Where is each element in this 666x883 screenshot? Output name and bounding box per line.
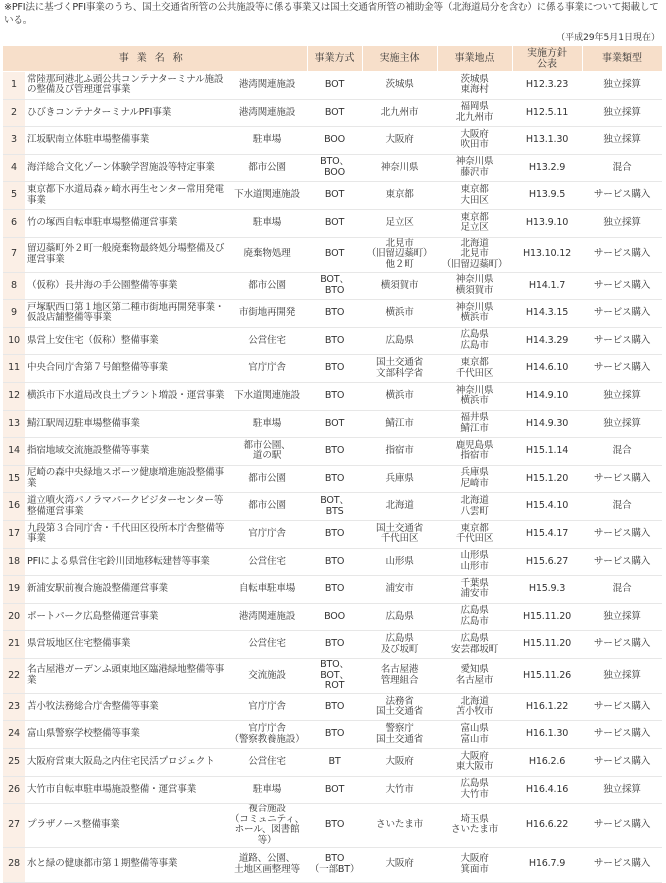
table-row [3, 72, 662, 100]
row-number: 15 [3, 465, 25, 493]
project-method: BOT [307, 237, 362, 272]
project-name: 水と緑の健康都市第１期整備等事業 [25, 847, 227, 882]
table-row [3, 493, 662, 521]
facility-category: 官庁庁舎 （警察教養施設） [227, 721, 307, 749]
project-type: サービス購入 [582, 693, 662, 721]
announcement-date: H13.10.12 [512, 237, 582, 272]
project-type: サービス購入 [582, 300, 662, 328]
table-row [3, 182, 662, 210]
table-row [3, 749, 662, 777]
facility-category: 都市公園 [227, 272, 307, 300]
implementing-entity: 浦安市 [362, 576, 437, 604]
facility-category: 駐車場 [227, 410, 307, 438]
project-name: 尼崎の森中央緑地スポーツ健康増進施設整備事業 [25, 465, 227, 493]
announcement-date: H16.4.16 [512, 776, 582, 804]
project-location: 富山県 富山市 [437, 721, 512, 749]
facility-category: 都市公園、 道の駅 [227, 438, 307, 466]
pfi-projects-table [3, 46, 663, 883]
table-row [3, 520, 662, 548]
facility-category: 道路、公園、 土地区画整理等 [227, 847, 307, 882]
project-method: BOO [307, 603, 362, 631]
project-type: サービス購入 [582, 355, 662, 383]
table-row [3, 300, 662, 328]
table-row [3, 355, 662, 383]
project-type: 混合 [582, 493, 662, 521]
table-row [3, 776, 662, 804]
announcement-date: H14.3.29 [512, 327, 582, 355]
table-row [3, 382, 662, 410]
project-type: 独立採算 [582, 127, 662, 155]
project-method: BT [307, 749, 362, 777]
project-location: 北海道 八雲町 [437, 493, 512, 521]
project-method: BOT [307, 776, 362, 804]
table-row [3, 237, 662, 272]
implementing-entity: 大阪府 [362, 749, 437, 777]
implementing-entity: 兵庫県 [362, 465, 437, 493]
implementing-entity: さいたま市 [362, 804, 437, 847]
row-number: 25 [3, 749, 25, 777]
facility-category: 都市公園 [227, 154, 307, 182]
project-method: BTO [307, 327, 362, 355]
facility-category: 駐車場 [227, 776, 307, 804]
implementing-entity: 指宿市 [362, 438, 437, 466]
table-row [3, 127, 662, 155]
project-method: BOT [307, 72, 362, 100]
project-name: 海洋総合文化ゾーン体験学習施設等特定事業 [25, 154, 227, 182]
facility-category: 自転車駐車場 [227, 576, 307, 604]
project-type: サービス購入 [582, 804, 662, 847]
table-row [3, 438, 662, 466]
project-type: サービス購入 [582, 272, 662, 300]
row-number: 8 [3, 272, 25, 300]
project-type: サービス購入 [582, 548, 662, 576]
facility-category: 公営住宅 [227, 749, 307, 777]
implementing-entity: 東京都 [362, 182, 437, 210]
implementing-entity: 北海道 [362, 493, 437, 521]
table-row [3, 847, 662, 882]
project-location: 北海道 北見市 （旧留辺蘂町） [437, 237, 512, 272]
project-location: 大阪府 吹田市 [437, 127, 512, 155]
project-type: サービス購入 [582, 237, 662, 272]
facility-category: 港湾関連施設 [227, 99, 307, 127]
table-row [3, 99, 662, 127]
project-location: 鹿児島県 指宿市 [437, 438, 512, 466]
implementing-entity: 茨城県 [362, 72, 437, 100]
project-method: BOT、 BTS [307, 493, 362, 521]
implementing-entity: 横須賀市 [362, 272, 437, 300]
project-location: 広島県 広島市 [437, 603, 512, 631]
table-row [3, 804, 662, 847]
row-number: 16 [3, 493, 25, 521]
row-number: 18 [3, 548, 25, 576]
facility-category: 港湾関連施設 [227, 72, 307, 100]
announcement-date: H15.9.3 [512, 576, 582, 604]
project-method: BTO [307, 548, 362, 576]
project-method: BOT [307, 182, 362, 210]
project-type: 独立採算 [582, 410, 662, 438]
project-type: 独立採算 [582, 658, 662, 693]
facility-category: 駐車場 [227, 127, 307, 155]
facility-category: 官庁庁舎 [227, 693, 307, 721]
project-location: 東京都 大田区 [437, 182, 512, 210]
row-number: 23 [3, 693, 25, 721]
project-name: 大竹市自転車駐車場施設整備・運営事業 [25, 776, 227, 804]
project-type: サービス購入 [582, 520, 662, 548]
announcement-date: H13.2.9 [512, 154, 582, 182]
announcement-date: H12.5.11 [512, 99, 582, 127]
project-type: 独立採算 [582, 72, 662, 100]
project-name: 中央合同庁舎第７号館整備等事業 [25, 355, 227, 383]
announcement-date: H15.4.10 [512, 493, 582, 521]
project-location: 神奈川県 横浜市 [437, 300, 512, 328]
project-location: 東京都 千代田区 [437, 520, 512, 548]
row-number: 24 [3, 721, 25, 749]
header-location: 事業地点 [437, 46, 512, 72]
project-type: サービス購入 [582, 721, 662, 749]
announcement-date: H14.1.7 [512, 272, 582, 300]
project-name: 県営上安住宅（仮称）整備事業 [25, 327, 227, 355]
project-name: 指宿地域交流施設整備等事業 [25, 438, 227, 466]
project-location: 千葉県 浦安市 [437, 576, 512, 604]
project-name: 留辺蘂町外２町一般廃棄物最終処分場整備及び運営事業 [25, 237, 227, 272]
project-name: PFIによる県営住宅鈴川団地移転建替等事業 [25, 548, 227, 576]
row-number: 2 [3, 99, 25, 127]
implementing-entity: 横浜市 [362, 382, 437, 410]
facility-category: 官庁庁舎 [227, 355, 307, 383]
implementing-entity: 北九州市 [362, 99, 437, 127]
announcement-date: H16.1.22 [512, 693, 582, 721]
table-row [3, 576, 662, 604]
project-method: BOT [307, 99, 362, 127]
project-location: 北海道 苫小牧市 [437, 693, 512, 721]
project-type: 独立採算 [582, 382, 662, 410]
facility-category: 下水道関連施設 [227, 382, 307, 410]
announcement-date: H13.9.10 [512, 209, 582, 237]
project-method: BTO [307, 520, 362, 548]
announcement-date: H15.11.20 [512, 631, 582, 659]
project-type: 独立採算 [582, 209, 662, 237]
project-method: BTO [307, 355, 362, 383]
implementing-entity: 法務省 国土交通省 [362, 693, 437, 721]
project-location: 愛知県 名古屋市 [437, 658, 512, 693]
table-row [3, 693, 662, 721]
facility-category: 都市公園 [227, 493, 307, 521]
announcement-date: H13.1.30 [512, 127, 582, 155]
row-number: 9 [3, 300, 25, 328]
row-number: 10 [3, 327, 25, 355]
project-method: BOO [307, 127, 362, 155]
header-method: 事業方式 [307, 46, 362, 72]
project-name: 戸塚駅西口第１地区第二種市街地再開発事業・仮設店舗整備等事業 [25, 300, 227, 328]
project-name: 富山県警察学校整備等事業 [25, 721, 227, 749]
project-type: 混合 [582, 438, 662, 466]
row-number: 19 [3, 576, 25, 604]
row-number: 14 [3, 438, 25, 466]
facility-category: 駐車場 [227, 209, 307, 237]
project-name: 竹の塚西自転車駐車場整備運営事業 [25, 209, 227, 237]
row-number: 6 [3, 209, 25, 237]
announcement-date: H16.2.6 [512, 749, 582, 777]
table-row [3, 465, 662, 493]
project-type: サービス購入 [582, 182, 662, 210]
project-name: ポートパーク広島整備運営事業 [25, 603, 227, 631]
project-type: 混合 [582, 154, 662, 182]
project-type: サービス購入 [582, 631, 662, 659]
implementing-entity: 広島県 [362, 327, 437, 355]
project-location: 東京都 足立区 [437, 209, 512, 237]
project-method: BTO [307, 804, 362, 847]
project-name: 横浜市下水道局改良土プラント増設・運営事業 [25, 382, 227, 410]
announcement-date: H16.7.9 [512, 847, 582, 882]
project-name: 常陸那珂港北ふ頭公共コンテナターミナル施設の整備及び管理運営事業 [25, 72, 227, 100]
project-method: BTO [307, 382, 362, 410]
announcement-date: H14.9.10 [512, 382, 582, 410]
project-location: 広島県 安芸郡坂町 [437, 631, 512, 659]
project-type: サービス購入 [582, 327, 662, 355]
table-row [3, 209, 662, 237]
table-row [3, 658, 662, 693]
project-location: 広島県 大竹市 [437, 776, 512, 804]
scope-note: ※PFI法に基づくPFI事業のうち、国土交通省所管の公共施設等に係る事業又は国土交通省所管の補助金等（北海道局分を含む）に係る事業について掲載している。 [4, 2, 659, 26]
table-body [3, 72, 662, 883]
project-location: 東京都 千代田区 [437, 355, 512, 383]
header-project-name: 事業名称 [3, 46, 307, 72]
project-method: BTO [307, 465, 362, 493]
header-type: 事業類型 [582, 46, 662, 72]
project-location: 山形県 山形市 [437, 548, 512, 576]
project-method: BTO [307, 438, 362, 466]
project-name: 道立噴火湾パノラマパークビジターセンター等整備運営事業 [25, 493, 227, 521]
table-row [3, 410, 662, 438]
facility-category: 都市公園 [227, 465, 307, 493]
implementing-entity: 足立区 [362, 209, 437, 237]
facility-category: 公営住宅 [227, 548, 307, 576]
facility-category: 複合施設 （コミュニティ、 ホール、図書館等） [227, 804, 307, 847]
project-type: サービス購入 [582, 749, 662, 777]
implementing-entity: 大竹市 [362, 776, 437, 804]
project-location: 神奈川県 横須賀市 [437, 272, 512, 300]
project-name: プラザノース整備事業 [25, 804, 227, 847]
project-method: BOT、 BTO [307, 272, 362, 300]
project-type: サービス購入 [582, 847, 662, 882]
project-type: サービス購入 [582, 465, 662, 493]
announcement-date: H15.11.26 [512, 658, 582, 693]
table-row [3, 327, 662, 355]
facility-category: 市街地再開発 [227, 300, 307, 328]
implementing-entity: 広島県 [362, 603, 437, 631]
facility-category: 公営住宅 [227, 631, 307, 659]
announcement-date: H15.1.14 [512, 438, 582, 466]
project-location: 神奈川県 藤沢市 [437, 154, 512, 182]
row-number: 17 [3, 520, 25, 548]
table-row [3, 272, 662, 300]
announcement-date: H16.1.30 [512, 721, 582, 749]
project-method: BTO [307, 693, 362, 721]
row-number: 22 [3, 658, 25, 693]
implementing-entity: 国土交通省 千代田区 [362, 520, 437, 548]
facility-category: 公営住宅 [227, 327, 307, 355]
facility-category: 官庁庁舎 [227, 520, 307, 548]
table-row [3, 721, 662, 749]
project-name: 苫小牧法務総合庁舎整備等事業 [25, 693, 227, 721]
row-number: 4 [3, 154, 25, 182]
project-method: BOT [307, 209, 362, 237]
as-of-date: （平成29年5月1日現在） [556, 33, 660, 43]
implementing-entity: 北見市 （旧留辺蘂町） 他２町 [362, 237, 437, 272]
announcement-date: H12.3.23 [512, 72, 582, 100]
project-location: 福井県 鯖江市 [437, 410, 512, 438]
project-name: 江坂駅南立体駐車場整備事業 [25, 127, 227, 155]
project-location: 大阪府 東大阪市 [437, 749, 512, 777]
implementing-entity: 大阪府 [362, 847, 437, 882]
announcement-date: H13.9.5 [512, 182, 582, 210]
announcement-date: H15.4.17 [512, 520, 582, 548]
implementing-entity: 広島県 及び坂町 [362, 631, 437, 659]
implementing-entity: 山形県 [362, 548, 437, 576]
announcement-date: H14.6.10 [512, 355, 582, 383]
project-method: BTO [307, 300, 362, 328]
row-number: 20 [3, 603, 25, 631]
implementing-entity: 警察庁 国土交通省 [362, 721, 437, 749]
project-name: 大阪府営東大阪島之内住宅民活プロジェクト [25, 749, 227, 777]
implementing-entity: 大阪府 [362, 127, 437, 155]
table-header-row [3, 46, 662, 72]
announcement-date: H16.6.22 [512, 804, 582, 847]
row-number: 1 [3, 72, 25, 100]
project-method: BOT [307, 410, 362, 438]
project-name: 鯖江駅周辺駐車場整備事業 [25, 410, 227, 438]
row-number: 12 [3, 382, 25, 410]
table-row [3, 631, 662, 659]
project-location: 神奈川県 横浜市 [437, 382, 512, 410]
announcement-date: H14.9.30 [512, 410, 582, 438]
implementing-entity: 鯖江市 [362, 410, 437, 438]
announcement-date: H15.6.27 [512, 548, 582, 576]
table-row [3, 548, 662, 576]
project-location: 埼玉県 さいたま市 [437, 804, 512, 847]
table-row [3, 154, 662, 182]
project-name: 東京都下水道局森ヶ崎水再生センター常用発電事業 [25, 182, 227, 210]
project-type: 独立採算 [582, 776, 662, 804]
row-number: 21 [3, 631, 25, 659]
row-number: 13 [3, 410, 25, 438]
project-type: 独立採算 [582, 99, 662, 127]
project-location: 大阪府 箕面市 [437, 847, 512, 882]
row-number: 27 [3, 804, 25, 847]
announcement-date: H14.3.15 [512, 300, 582, 328]
facility-category: 下水道関連施設 [227, 182, 307, 210]
announcement-date: H15.1.20 [512, 465, 582, 493]
project-location: 福岡県 北九州市 [437, 99, 512, 127]
facility-category: 廃棄物処理 [227, 237, 307, 272]
row-number: 5 [3, 182, 25, 210]
row-number: 7 [3, 237, 25, 272]
project-name: 県営坂地区住宅整備事業 [25, 631, 227, 659]
project-type: 独立採算 [582, 603, 662, 631]
facility-category: 交流施設 [227, 658, 307, 693]
row-number: 28 [3, 847, 25, 882]
announcement-date: H15.11.20 [512, 603, 582, 631]
project-location: 茨城県 東海村 [437, 72, 512, 100]
project-type: 混合 [582, 576, 662, 604]
implementing-entity: 神奈川県 [362, 154, 437, 182]
facility-category: 港湾関連施設 [227, 603, 307, 631]
project-name: ひびきコンテナターミナルPFI事業 [25, 99, 227, 127]
project-location: 広島県 広島市 [437, 327, 512, 355]
project-name: （仮称）長井海の手公園整備等事業 [25, 272, 227, 300]
project-method: BTO [307, 631, 362, 659]
table-row [3, 603, 662, 631]
project-method: BTO、 BOO [307, 154, 362, 182]
row-number: 26 [3, 776, 25, 804]
project-name: 名古屋港ガーデンふ頭東地区臨港緑地整備等事業 [25, 658, 227, 693]
project-name: 新浦安駅前複合施設整備運営事業 [25, 576, 227, 604]
implementing-entity: 横浜市 [362, 300, 437, 328]
project-name: 九段第３合同庁舎・千代田区役所本庁舎整備等事業 [25, 520, 227, 548]
implementing-entity: 名古屋港 管理組合 [362, 658, 437, 693]
implementing-entity: 国土交通省 文部科学省 [362, 355, 437, 383]
header-entity: 実施主体 [362, 46, 437, 72]
header-announced: 実施方針 公表 [512, 46, 582, 72]
row-number: 3 [3, 127, 25, 155]
project-method: BTO、 BOT、 ROT [307, 658, 362, 693]
row-number: 11 [3, 355, 25, 383]
project-location: 兵庫県 尼崎市 [437, 465, 512, 493]
project-method: BTO [307, 576, 362, 604]
project-method: BTO （一部BT） [307, 847, 362, 882]
project-method: BTO [307, 721, 362, 749]
